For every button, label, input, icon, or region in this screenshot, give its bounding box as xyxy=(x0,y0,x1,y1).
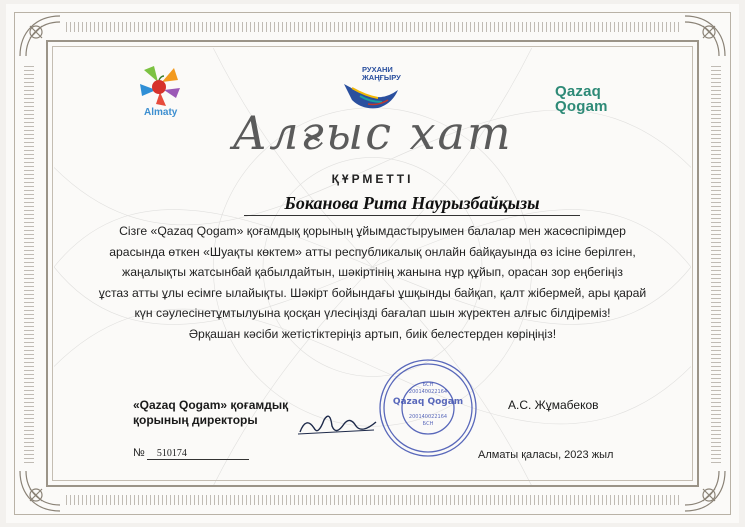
almaty-logo-text: Almaty xyxy=(144,107,178,118)
certificate-number: 510174 xyxy=(147,448,249,460)
stamp-bsn-label: БСН xyxy=(422,382,434,388)
place-and-date: Алматы қаласы, 2023 жыл xyxy=(478,449,614,461)
certificate-number-row xyxy=(133,447,249,460)
ruhani-logo-text xyxy=(362,66,401,82)
qazaq-line-2: Qogam xyxy=(555,98,608,115)
number-label: № xyxy=(133,447,145,459)
certificate-title: Алғыс хат xyxy=(232,106,513,160)
qazaq-line-1: Qazaq xyxy=(555,83,602,100)
stamp-bsn-number: 200140022164 xyxy=(408,389,448,395)
stamp-bsn-number-lower: 200140022164 xyxy=(408,414,448,420)
signer-name: А.С. Жұмабеков xyxy=(508,398,599,412)
body-line: жаңалықты жатсынбай қабылдайтын, шәкіртінің жанына нұр құйып, орасан зор еңбегіңіз xyxy=(122,265,623,280)
recipient-name: Боканова Рита Наурызбайқызы xyxy=(244,193,580,216)
body-line: ұстаз атты ұлы есімге ылайықты. Шәкірт бойындағы ұшқынды байқап, қалт жібермей, ары қарай xyxy=(98,285,647,300)
border-band-top xyxy=(66,22,679,32)
certificate-body xyxy=(72,221,673,345)
corner-ornament-icon xyxy=(16,467,64,515)
director-title xyxy=(133,398,288,428)
body-line: Сізге «Qazaq Qogam» қоғамдық қорының ұйымдастыруымен балалар мен жасөспірімдер xyxy=(119,224,626,238)
director-line-1: «Qazaq Qogam» қоғамдық xyxy=(133,398,289,412)
ruhani-line-2: ЖАҢҒЫРУ xyxy=(362,73,401,82)
corner-ornament-icon xyxy=(681,467,729,515)
director-line-2: қорының директоры xyxy=(133,413,258,427)
body-line: Әрқашан кәсіби жетістіктеріңіз артып, биік белестерден көріңіңіз! xyxy=(188,326,557,341)
salutation: ҚҰРМЕТТІ xyxy=(331,172,414,186)
organization-stamp-icon xyxy=(376,356,480,460)
corner-ornament-icon xyxy=(681,12,729,60)
stamp-bsn-label-lower: БСН xyxy=(422,421,434,427)
ruhani-line-1: РУХАНИ xyxy=(362,65,393,74)
body-line: күн сәулесінетұмтылуына қосқан үлесіңізді бағалап шын жүректен алғыс білдіреміз! xyxy=(134,306,611,321)
handwritten-signature-icon xyxy=(296,406,380,440)
corner-ornament-icon xyxy=(16,12,64,60)
border-band-bottom xyxy=(66,495,679,505)
body-line: арасында өткен «Шуақты көктем» атты республикалық онлайн байқауында өз ісіне берілген, xyxy=(109,244,636,259)
stamp-org-name: Qazaq Qogam xyxy=(392,397,464,407)
